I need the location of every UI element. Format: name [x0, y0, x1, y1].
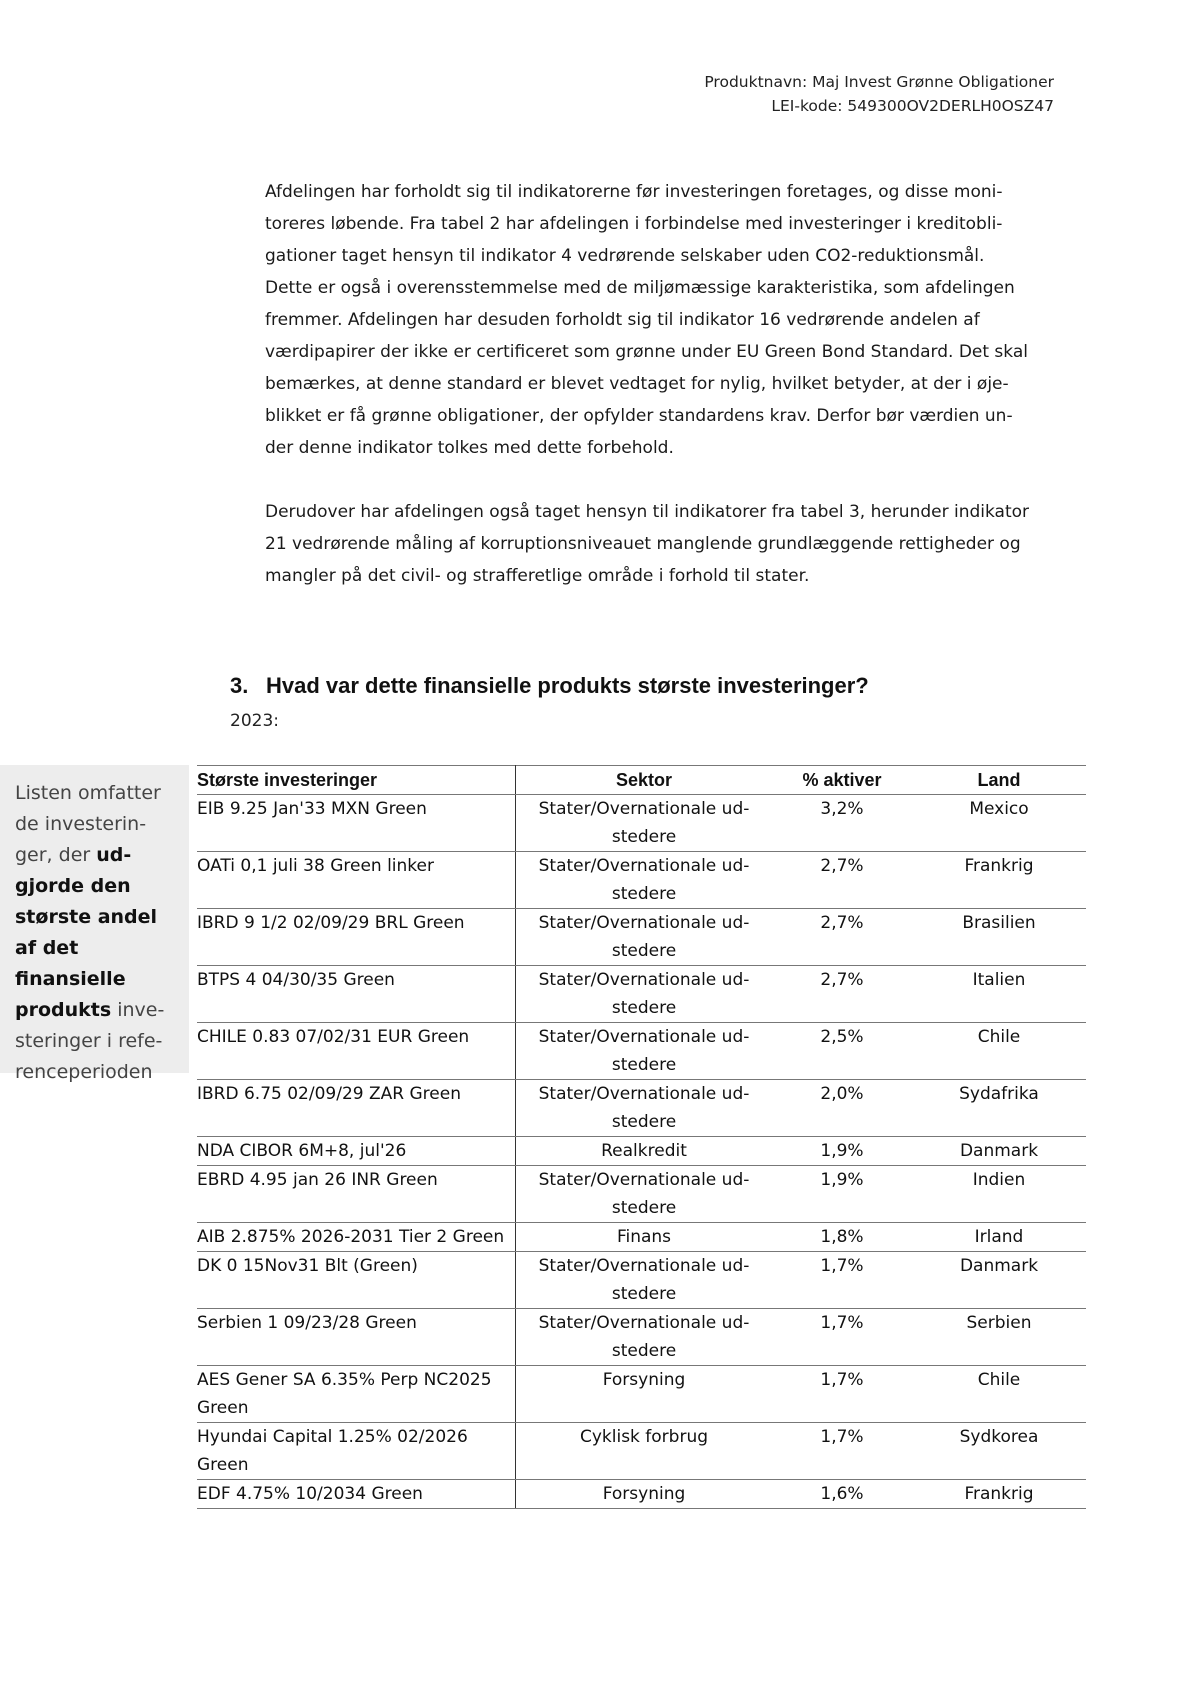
investment-name: AES Gener SA 6.35% Perp NC2025 Green: [197, 1366, 516, 1423]
sidebar-note: [0, 765, 189, 1083]
investment-name: IBRD 6.75 02/09/29 ZAR Green: [197, 1080, 516, 1137]
investment-sector: Stater/Overnationale ud-stedere: [516, 1080, 773, 1137]
text-line: Dette er også i overensstemmelse med de miljømæssige karakteristika, som afdelingen: [265, 278, 1015, 298]
page-header: [704, 70, 1054, 118]
investment-name: AIB 2.875% 2026-2031 Tier 2 Green: [197, 1223, 516, 1252]
investment-name: Serbien 1 09/23/28 Green: [197, 1309, 516, 1366]
investment-pct: 2,7%: [772, 909, 912, 966]
investment-sector: Stater/Overnationale ud-stedere: [516, 1166, 773, 1223]
investment-country: Irland: [912, 1223, 1086, 1252]
investment-name: Hyundai Capital 1.25% 02/2026 Green: [197, 1423, 516, 1480]
investment-sector: Stater/Overnationale ud-stedere: [516, 909, 773, 966]
table-row: [197, 966, 1086, 1023]
investment-name: IBRD 9 1/2 02/09/29 BRL Green: [197, 909, 516, 966]
investment-country: Sydkorea: [912, 1423, 1086, 1480]
product-name: Produktnavn: Maj Invest Grønne Obligationer: [704, 73, 1054, 91]
investment-pct: 2,0%: [772, 1080, 912, 1137]
text-line: toreres løbende. Fra tabel 2 har afdelingen i forbindelse med investeringer i kreditobli-: [265, 214, 1003, 234]
investment-sector: Forsyning: [516, 1480, 773, 1509]
investment-sector: Realkredit: [516, 1137, 773, 1166]
investment-country: Brasilien: [912, 909, 1086, 966]
investment-name: CHILE 0.83 07/02/31 EUR Green: [197, 1023, 516, 1080]
table-row: [197, 1366, 1086, 1423]
column-header-country: Land: [912, 766, 1086, 795]
investment-sector: Forsyning: [516, 1366, 773, 1423]
investment-pct: 2,7%: [772, 852, 912, 909]
column-header-assets: % aktiver: [772, 766, 912, 795]
table-row: [197, 1166, 1086, 1223]
paragraph-indicators: [265, 176, 1065, 464]
table-row: [197, 1223, 1086, 1252]
investment-country: Chile: [912, 1023, 1086, 1080]
sidebar-text: Listen omfatter de investerin-ger, der: [15, 782, 161, 866]
lei-code: LEI-kode: 549300OV2DERLH0OSZ47: [771, 97, 1054, 115]
column-header-sector: Sektor: [516, 766, 773, 795]
investment-pct: 1,7%: [772, 1309, 912, 1366]
text-line: bemærkes, at denne standard er blevet vedtaget for nylig, hvilket betyder, at der i øje-: [265, 374, 1009, 394]
investment-pct: 1,8%: [772, 1223, 912, 1252]
investment-pct: 1,9%: [772, 1137, 912, 1166]
text-line: værdipapirer der ikke er certificeret som grønne under EU Green Bond Standard. Det skal: [265, 342, 1028, 362]
text-line: fremmer. Afdelingen har desuden forholdt sig til indikator 16 vedrørende andelen af: [265, 310, 980, 330]
investment-pct: 1,7%: [772, 1423, 912, 1480]
investment-pct: 1,6%: [772, 1480, 912, 1509]
investment-name: BTPS 4 04/30/35 Green: [197, 966, 516, 1023]
table-row: [197, 1137, 1086, 1166]
investment-sector: Stater/Overnationale ud-stedere: [516, 966, 773, 1023]
table-row: [197, 795, 1086, 852]
investment-country: Sydafrika: [912, 1080, 1086, 1137]
table-row: [197, 1023, 1086, 1080]
investment-country: Danmark: [912, 1252, 1086, 1309]
text-line: 21 vedrørende måling af korruptionsniveauet manglende grundlæggende rettigheder og: [265, 534, 1021, 554]
investment-name: EIB 9.25 Jan'33 MXN Green: [197, 795, 516, 852]
investment-name: DK 0 15Nov31 Blt (Green): [197, 1252, 516, 1309]
column-header-investments: Største investeringer: [197, 766, 516, 795]
investment-country: Indien: [912, 1166, 1086, 1223]
investment-sector: Stater/Overnationale ud-stedere: [516, 1023, 773, 1080]
sidebar-text-bold: ud-gjorde den største andel af det finansielle produkts: [15, 844, 158, 1021]
table-row: [197, 1080, 1086, 1137]
sidebar-text: inve-steringer i refe-renceperioden: [15, 999, 165, 1083]
investment-country: Chile: [912, 1366, 1086, 1423]
investment-sector: Stater/Overnationale ud-stedere: [516, 852, 773, 909]
investment-country: Danmark: [912, 1137, 1086, 1166]
investment-sector: Stater/Overnationale ud-stedere: [516, 1309, 773, 1366]
table-row: [197, 1252, 1086, 1309]
investment-pct: 1,7%: [772, 1252, 912, 1309]
section-number: 3.: [230, 673, 249, 698]
text-line: Afdelingen har forholdt sig til indikatorerne før investeringen foretages, og disse moni-: [265, 182, 1003, 202]
investment-name: NDA CIBOR 6M+8, jul'26: [197, 1137, 516, 1166]
section-title: Hvad var dette finansielle produkts største investeringer?: [266, 673, 869, 698]
table-row: [197, 909, 1086, 966]
table-row: [197, 852, 1086, 909]
investment-country: Mexico: [912, 795, 1086, 852]
investment-sector: Finans: [516, 1223, 773, 1252]
investment-country: Italien: [912, 966, 1086, 1023]
investment-country: Serbien: [912, 1309, 1086, 1366]
table-header-row: [197, 766, 1086, 795]
investment-sector: Stater/Overnationale ud-stedere: [516, 795, 773, 852]
table-row: [197, 1480, 1086, 1509]
investment-country: Frankrig: [912, 1480, 1086, 1509]
text-line: mangler på det civil- og strafferetlige område i forhold til stater.: [265, 566, 810, 586]
section-heading: [230, 673, 869, 699]
investment-name: EBRD 4.95 jan 26 INR Green: [197, 1166, 516, 1223]
investment-country: Frankrig: [912, 852, 1086, 909]
investment-sector: Stater/Overnationale ud-stedere: [516, 1252, 773, 1309]
investment-pct: 3,2%: [772, 795, 912, 852]
text-line: gationer taget hensyn til indikator 4 vedrørende selskaber uden CO2-reduktionsmål.: [265, 246, 985, 266]
text-line: blikket er få grønne obligationer, der opfylder standardens krav. Derfor bør værdien un-: [265, 406, 1013, 426]
text-line: Derudover har afdelingen også taget hensyn til indikatorer fra tabel 3, herunder indikator: [265, 502, 1030, 522]
investment-pct: 2,7%: [772, 966, 912, 1023]
reference-year: 2023:: [230, 711, 279, 731]
investment-name: OATi 0,1 juli 38 Green linker: [197, 852, 516, 909]
investment-pct: 1,7%: [772, 1366, 912, 1423]
investment-sector: Cyklisk forbrug: [516, 1423, 773, 1480]
table-row: [197, 1423, 1086, 1480]
investment-pct: 1,9%: [772, 1166, 912, 1223]
text-line: der denne indikator tolkes med dette forbehold.: [265, 438, 674, 458]
investment-name: EDF 4.75% 10/2034 Green: [197, 1480, 516, 1509]
table-row: [197, 1309, 1086, 1366]
paragraph-table3: [265, 496, 1065, 592]
investments-table: [197, 765, 1086, 1509]
investment-pct: 2,5%: [772, 1023, 912, 1080]
